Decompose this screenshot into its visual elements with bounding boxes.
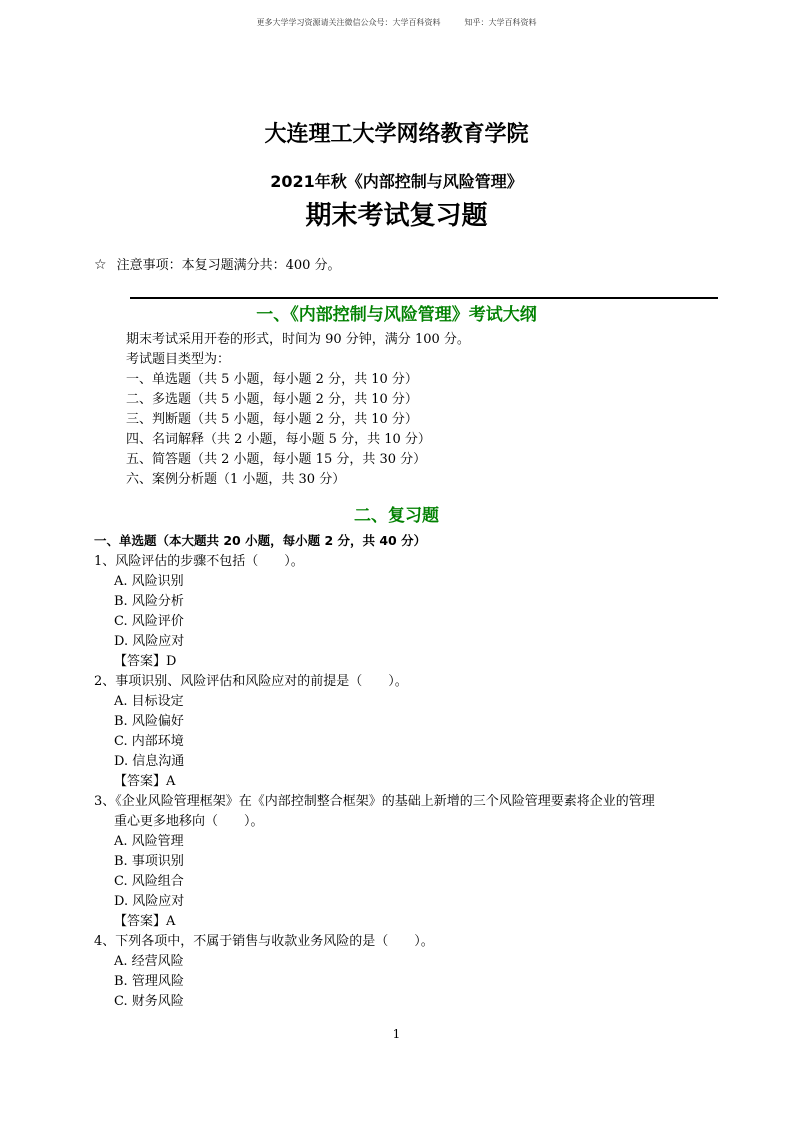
outline-line: 五、简答题（共 2 小题，每小题 15 分，共 30 分）: [126, 452, 427, 467]
question-option: C. 风险组合: [114, 874, 184, 889]
course-title: 2021年秋《内部控制与风险管理》: [270, 172, 523, 191]
question-option: C. 财务风险: [114, 994, 184, 1009]
question-option: B. 风险偏好: [114, 714, 184, 729]
question-answer: 【答案】A: [114, 914, 176, 929]
horizontal-rule: [130, 297, 718, 299]
question-option: B. 风险分析: [114, 594, 184, 609]
section-heading-outline: 一、《内部控制与风险管理》考试大纲: [256, 305, 537, 325]
outline-line: 四、名词解释（共 2 小题，每小题 5 分，共 10 分）: [126, 432, 431, 447]
question-stem-continued: 重心更多地移向（ ）。: [114, 814, 264, 829]
question-item: [94, 672, 724, 792]
question-item: [94, 552, 724, 672]
question-option: A. 经营风险: [114, 954, 184, 969]
question-option: D. 信息沟通: [114, 754, 185, 769]
outline-line: 期末考试采用开卷的形式，时间为 90 分钟，满分 100 分。: [126, 332, 470, 347]
outline-line: 三、判断题（共 5 小题，每小题 2 分，共 10 分）: [126, 412, 418, 427]
question-type-heading: 一、单选题（本大题共 20 小题，每小题 2 分，共 40 分）: [94, 533, 427, 548]
star-outline-icon: ☆: [94, 257, 107, 273]
exam-title: 期末考试复习题: [305, 201, 488, 231]
question-option: A. 目标设定: [114, 694, 184, 709]
question-option: B. 事项识别: [114, 854, 184, 869]
institution-title: 大连理工大学网络教育学院: [264, 122, 529, 147]
page-number: 1: [392, 1027, 401, 1041]
question-list: [94, 552, 724, 1012]
question-stem: 1、风险评估的步骤不包括（ ）。: [94, 554, 304, 569]
question-item: [94, 792, 724, 932]
section-heading-review: 二、复习题: [354, 506, 439, 526]
question-option: B. 管理风险: [114, 974, 184, 989]
notice-text: 注意事项：本复习题满分共：400 分。: [116, 258, 341, 273]
header-note-right: 知乎：大学百科资料: [464, 18, 537, 27]
header-note: [0, 17, 793, 29]
question-answer: 【答案】D: [114, 654, 177, 669]
question-stem: 2、事项识别、风险评估和风险应对的前提是（ ）。: [94, 674, 408, 689]
question-item: [94, 932, 724, 1012]
notice: [94, 256, 341, 275]
question-option: A. 风险管理: [114, 834, 184, 849]
question-answer: 【答案】A: [114, 774, 176, 789]
question-option: D. 风险应对: [114, 894, 185, 909]
question-option: C. 内部环境: [114, 734, 184, 749]
question-option: A. 风险识别: [114, 574, 184, 589]
question-option: D. 风险应对: [114, 634, 185, 649]
outline-line: 二、多选题（共 5 小题，每小题 2 分，共 10 分）: [126, 392, 418, 407]
question-stem: 3、《企业风险管理框架》在《内部控制整合框架》的基础上新增的三个风险管理要素将企业的管理: [94, 794, 655, 809]
outline-line: 六、案例分析题（1 小题，共 30 分）: [126, 472, 346, 487]
outline-line: 考试题目类型为：: [126, 352, 231, 367]
question-stem: 4、下列各项中，不属于销售与收款业务风险的是（ ）。: [94, 934, 434, 949]
header-note-left: 更多大学学习资源请关注微信公众号：大学百科资料: [256, 18, 441, 27]
question-option: C. 风险评价: [114, 614, 184, 629]
outline-line: 一、单选题（共 5 小题，每小题 2 分，共 10 分）: [126, 372, 418, 387]
exam-outline: [126, 330, 470, 490]
